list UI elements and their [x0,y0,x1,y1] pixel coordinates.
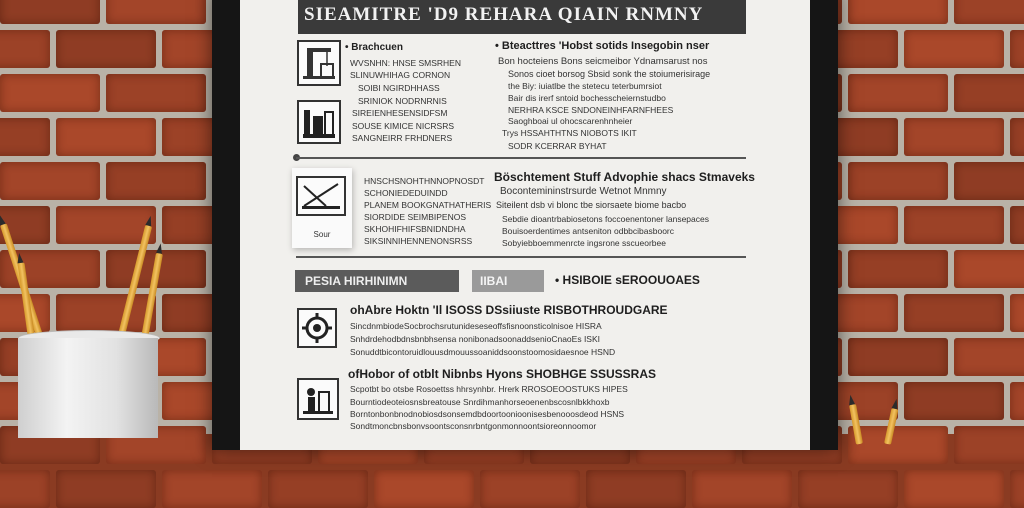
brick [848,74,948,112]
drafting-icon [296,176,346,216]
section1-subline: SANGNEIRR FRHDNERS [352,133,453,143]
brick [0,162,100,200]
section1-subline: WVSNHN: HNSE SMSRHEN [350,58,461,68]
section1-subline: SIREIENHESENSIDFSM [352,108,448,118]
section1-line: the Biy: iuiatlbe the stetecu teterbumrsiot [508,81,662,91]
brick [268,470,368,508]
section4-heading: ofHobor of otblt Nibnbs Hyons SHOBHGE SSUSSRAS [348,367,656,381]
brick [904,382,1004,420]
brick [106,0,206,24]
brick [374,470,474,508]
section-tab-dark: PESIA HIRHINIMN [295,270,459,292]
tab-caption: • HSIBOIE sEROOUOAES [555,273,700,287]
brick [904,294,1004,332]
section4-line: Sondtmoncbnsbonvsoontsconsnrbntgonmonnoontsioreonnoomor [350,421,597,431]
section4-line: Bourntiodeoteiosnsbreatouse Snrdihmanhorseoenenbscosnlbkkhoxb [350,397,610,407]
brick [0,30,50,68]
divider [296,157,746,159]
brick [848,250,948,288]
brick [0,118,50,156]
brick [56,470,156,508]
brick [0,470,50,508]
crane-icon [297,40,341,86]
section1-subline: SRINIOK NODRNRNIS [358,96,447,106]
section3-line: Snhdrdehodbdnsbnbhsensa nonibonadsoonaddsenioCnaoEs ISKI [350,334,601,344]
section1-line: SODR KCERRAR BYHAT [508,141,607,151]
brick [904,470,1004,508]
brick [904,118,1004,156]
section2-line: Sebdie dioantrbabiosetons foccoenentoner lansepaces [502,214,709,224]
brick [954,162,1024,200]
brick [1010,470,1024,508]
section2-line: Bouisoerdentimes antseniton odbbcibasboorc [502,226,675,236]
section1-heading: • Bteacttres 'Hobst sotids Insegobin nser [495,40,710,52]
section-tab-light: IIBAI [472,270,544,292]
divider [296,256,746,258]
brick [56,294,156,332]
brick [848,0,948,24]
brick [56,30,156,68]
brick [1010,382,1024,420]
poster [240,0,810,450]
section1-subline: SOIBI NGIRDHHASS [358,83,440,93]
brick [904,206,1004,244]
section1-line: Trys HSSAHTHTNS NIOBOTS IKIT [502,128,637,138]
brick [1010,206,1024,244]
brick [848,162,948,200]
section2-subline: SKHOHIFHIFSBNIDNDHA [364,224,466,234]
brick [1010,118,1024,156]
brick [1010,30,1024,68]
section1-line: Saoghboai ul ohocscarenhnheier [508,116,633,126]
brick [0,0,100,24]
section4-line: Borntonbonbnodnobiosdsonsemdbdoortoonioonisesbenooosdeod HSNS [350,409,625,419]
brick [692,470,792,508]
section1-subline: SOUSE KIMICE NICRSRS [352,121,455,131]
tools-icon [297,100,341,144]
section2-heading: Böschtement Stuff Advophie shacs Stmaveks [494,170,755,184]
brick [954,74,1024,112]
brick [954,426,1024,464]
brick [848,426,948,464]
section1-line: Bon hocteiens Bons seicmeibor Ydnamsarust nos [498,56,708,67]
card-label: Sour [313,230,331,239]
poster-title: SIEAMITRE 'D9 REHARA QIAIN RNMNY [304,4,704,25]
section2-subline: SIORDIDE SEIMBIPENOS [364,212,467,222]
pencil-cup [18,338,158,438]
brick [954,338,1024,376]
section1-line: NERHRA KSCE SNDONEINHFARNFHEES [508,105,674,115]
section1-line: Sonos cioet borsog Sbsid sonk the stoiumerisirage [508,69,711,79]
brick [798,470,898,508]
brick [106,162,206,200]
section2-subline: SCHONIEDEDUINDD [364,188,448,198]
section3-line: SincdnmbiodeSocbrochsrutunideseseoffsfisnoonsticolnisoe HISRA [350,321,602,331]
section1-subline: SLINUWHIHAG CORNON [350,70,451,80]
worker-icon [297,378,339,420]
section2-subline: HNSCHSNOHTHNNOPNOSDT [364,176,485,186]
section3-line: Sonuddtbicontoruidlouusdmouussoaniddsoonstoomosidaesnoe HSND [350,347,616,357]
gear-icon [297,308,337,348]
drafting-card [292,168,352,248]
section2-line: Sobyiebboemmenrcte ingsrone sscueorbee [502,238,666,248]
brick [904,30,1004,68]
section4-line: Scpotbt bo otsbe Rosoettss hhrsynhbr. Hrerk RROSOEOOSTUKS HIPES [350,384,628,394]
section2-subline: PLANEM BOOKGNATHATHERIS [364,200,492,210]
brick [586,470,686,508]
section3-heading: ohAbre Hoktn 'Il ISOSS DSsiiuste RISBOTHROUDGARE [350,303,668,317]
brick [1010,294,1024,332]
brick [954,0,1024,24]
brick [106,74,206,112]
section1-sublabel: • Brachcuen [345,42,403,53]
brick [480,470,580,508]
section2-subline: SIKSINNIHENNENONSRSS [364,236,473,246]
section2-line: Siteilent dsb vi blonc tbe siorsaete biome bacbo [496,200,687,210]
section1-line: Bair dis irerf sntoid bochesscheiernstudbo [508,93,666,103]
brick [56,118,156,156]
brick [848,338,948,376]
brick [0,74,100,112]
brick [162,470,262,508]
section2-line: Bocontemininstrsurde Wetnot Mnmny [500,186,667,197]
brick [954,250,1024,288]
